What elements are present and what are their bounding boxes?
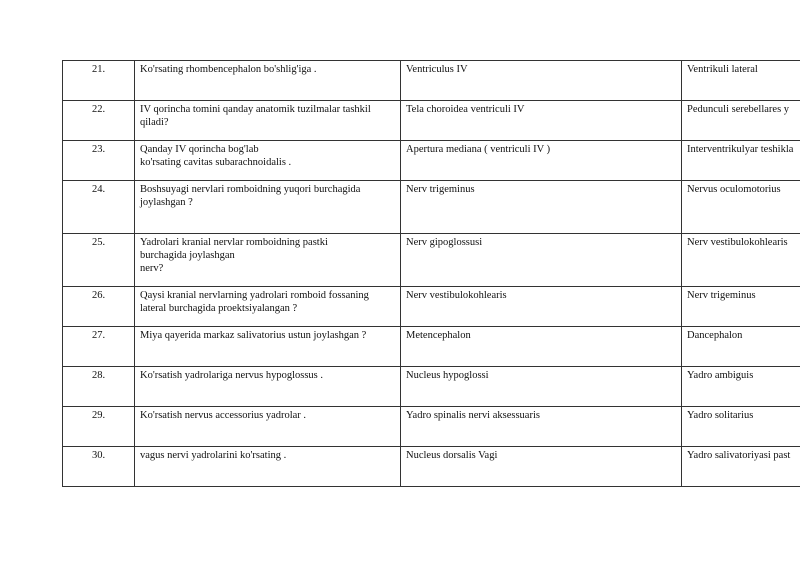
answer-cell-b: Nerv vestibulokohlearis [682, 234, 800, 287]
answer-cell-a: Tela choroidea ventriculi IV [401, 101, 682, 141]
row-number: 21. [63, 61, 135, 101]
table-row [63, 447, 800, 487]
answer-cell-a: Nucleus hypoglossi [401, 367, 682, 407]
question-cell [135, 327, 401, 367]
question-cell [135, 61, 401, 101]
question-cell [135, 407, 401, 447]
question-cell [135, 101, 401, 141]
question-text: IV qorincha tomini qanday anatomik tuzilmalar tashkil [140, 104, 371, 115]
row-number: 27. [63, 327, 135, 367]
answer-cell-a: Metencephalon [401, 327, 682, 367]
question-text: vagus nervi yadrolarini ko'rsating . [140, 450, 287, 461]
answer-cell-b: Dancephalon [682, 327, 800, 367]
row-number: 24. [63, 181, 135, 234]
table-row [63, 234, 800, 287]
answer-cell-b: Pedunculi serebellares y [682, 101, 800, 141]
answer-cell-b: Ventrikuli lateral [682, 61, 800, 101]
question-text: Yadrolari kranial nervlar romboidning pastki [140, 237, 328, 248]
answer-cell-b: Nervus oculomotorius [682, 181, 800, 234]
questions-table [62, 60, 800, 487]
question-text: Qaysi kranial nervlarning yadrolari romboid fossaning [140, 290, 369, 301]
table-row [63, 287, 800, 327]
question-text: ko'rsating cavitas subarachnoidalis . [140, 157, 292, 168]
question-text: Qanday IV qorincha bog'lab [140, 144, 259, 155]
table-row [63, 367, 800, 407]
question-cell [135, 181, 401, 234]
question-text: Ko'rsatish nervus accessorius yadrolar . [140, 410, 307, 421]
answer-cell-a: Nerv vestibulokohlearis [401, 287, 682, 327]
row-number: 26. [63, 287, 135, 327]
question-text: Miya qayerida markaz salivatorius ustun joylashgan ? [140, 330, 367, 341]
answer-cell-a: Ventriculus IV [401, 61, 682, 101]
row-number: 25. [63, 234, 135, 287]
row-number: 30. [63, 447, 135, 487]
row-number: 28. [63, 367, 135, 407]
answer-cell-a: Nucleus dorsalis Vagi [401, 447, 682, 487]
answer-cell-b: Yadro ambiguis [682, 367, 800, 407]
answer-cell-b: Nerv trigeminus [682, 287, 800, 327]
table-row [63, 327, 800, 367]
answer-cell-b: Yadro solitarius [682, 407, 800, 447]
table-row [63, 407, 800, 447]
question-text: Ko'rsatish yadrolariga nervus hypoglossus . [140, 370, 323, 381]
table-row [63, 141, 800, 181]
question-text: joylashgan ? [140, 197, 193, 208]
answer-cell-a: Yadro spinalis nervi aksessuaris [401, 407, 682, 447]
answer-cell-a: Apertura mediana ( ventriculi IV ) [401, 141, 682, 181]
row-number: 29. [63, 407, 135, 447]
table-row [63, 101, 800, 141]
question-text: Boshsuyagi nervlari romboidning yuqori burchagida [140, 184, 361, 195]
question-text: Ko'rsating rhombencephalon bo'shlig'iga . [140, 64, 317, 75]
row-number: 23. [63, 141, 135, 181]
table-row [63, 181, 800, 234]
answer-cell-b: Yadro salivatoriyasi past [682, 447, 800, 487]
question-cell [135, 287, 401, 327]
question-cell [135, 367, 401, 407]
answer-cell-a: Nerv gipoglossusi [401, 234, 682, 287]
row-number: 22. [63, 101, 135, 141]
question-text: qiladi? [140, 117, 169, 128]
question-text: burchagida joylashgan [140, 250, 235, 261]
answer-cell-b: Interventrikulyar teshikla [682, 141, 800, 181]
question-text: lateral burchagida proektsiyalangan ? [140, 303, 298, 314]
table-row [63, 61, 800, 101]
question-cell [135, 141, 401, 181]
question-text: nerv? [140, 263, 164, 274]
question-cell [135, 234, 401, 287]
question-cell [135, 447, 401, 487]
answer-cell-a: Nerv trigeminus [401, 181, 682, 234]
